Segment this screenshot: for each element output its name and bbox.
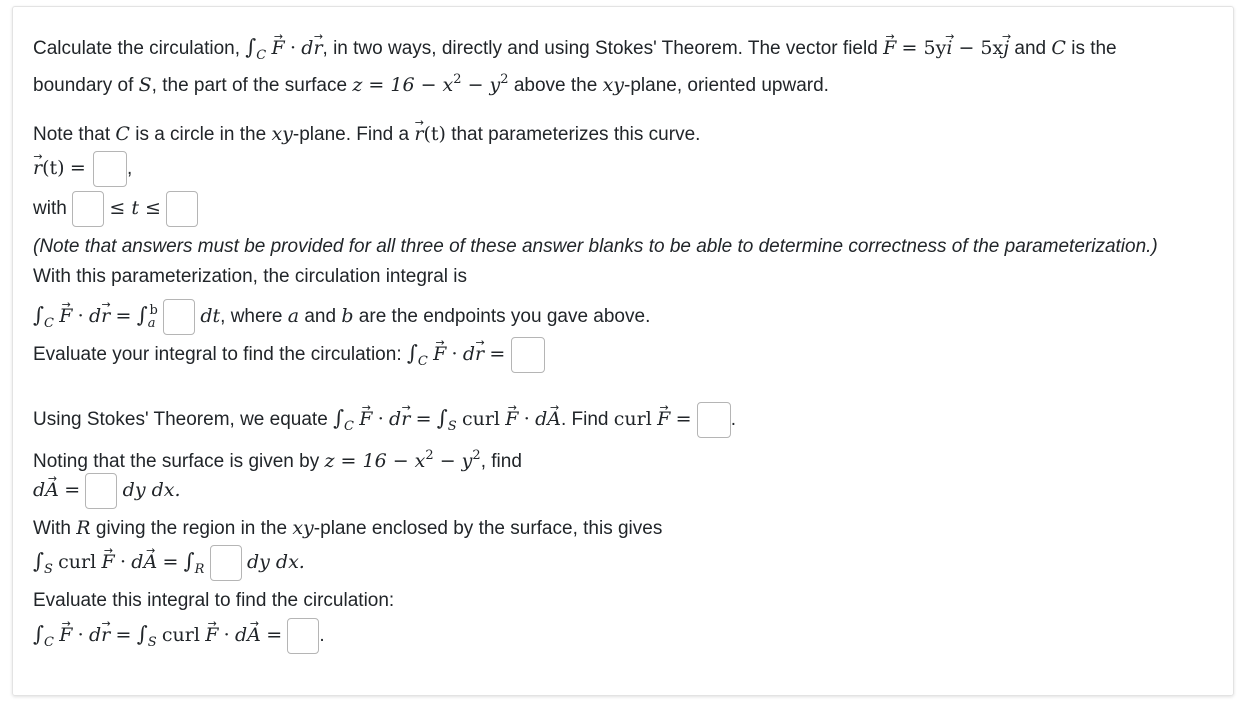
region-integrand-input[interactable] [210, 545, 242, 581]
t-upper-input[interactable] [166, 191, 198, 227]
with-label: with [33, 198, 67, 219]
intro-line-2: boundary of S, the part of the surface $z = 16 - x^2 - y^2$ above the xy-plane, oriented upward. [33, 72, 829, 96]
t-lower-input[interactable] [72, 191, 104, 227]
dA-input[interactable] [85, 473, 117, 509]
integral-row: $\int_C$ F → · dr → = $\int_a^b$ dt, where a and b are the endpoints you gave above. [33, 292, 650, 343]
direct-circulation-input[interactable] [511, 337, 545, 373]
dA-row: dA → = dy dx. [33, 471, 181, 510]
intro-text-2: , in two ways, directly and using Stokes' Theorem. The vector field [322, 38, 884, 59]
noting-row: Noting that the surface is given by $z = 16 - x^2 - y^2$, find [33, 448, 522, 472]
problem-card [12, 6, 1234, 696]
curl-input[interactable] [697, 402, 731, 438]
region-row: With R giving the region in the xy-plane enclosed by the surface, this gives [33, 517, 663, 539]
circle-note: Note that C is a circle in the xy-plane. Find a r →(t) that parameterizes this curve. [33, 122, 700, 147]
evaluate-stokes-label: Evaluate this integral to find the circulation: [33, 590, 395, 611]
parameterization-note: (Note that answers must be provided for all three of these answer blanks to be able to determine correctness of the parameterization.) [33, 236, 1158, 257]
intro-line-1: Calculate the circulation, $\int_C$ F → · dr →, in two ways, directly and using Stokes' Theorem. The vector field F → = 5yi → − 5xj → and C is the [33, 35, 1117, 68]
bounds-row [33, 189, 198, 228]
integrand-input[interactable] [163, 299, 195, 335]
surface-integral-row: $\int_S$ curl F → · dA → = $\int_R$ dy dx. [33, 542, 305, 589]
rt-answer-input[interactable] [93, 151, 127, 187]
intro-text: Calculate the circulation, [33, 38, 246, 59]
evaluate-direct-row: Evaluate your integral to find the circulation: $\int_C$ F → · dr → = [33, 334, 545, 381]
rt-row: r →(t) = , [33, 149, 132, 188]
stokes-circulation-input[interactable] [287, 618, 319, 654]
stokes-row: Using Stokes' Theorem, we equate $\int_C$ F → · dr → = $\int_S$ curl F → · dA →. Find curl F → = . [33, 399, 736, 446]
circulation-intro: With this parameterization, the circulation integral is [33, 266, 468, 287]
bounds-text: ≤ t ≤ [109, 197, 161, 219]
stokes-final-row: $\int_C$ F → · dr → = $\int_S$ curl F → · dA → = . [33, 615, 325, 662]
